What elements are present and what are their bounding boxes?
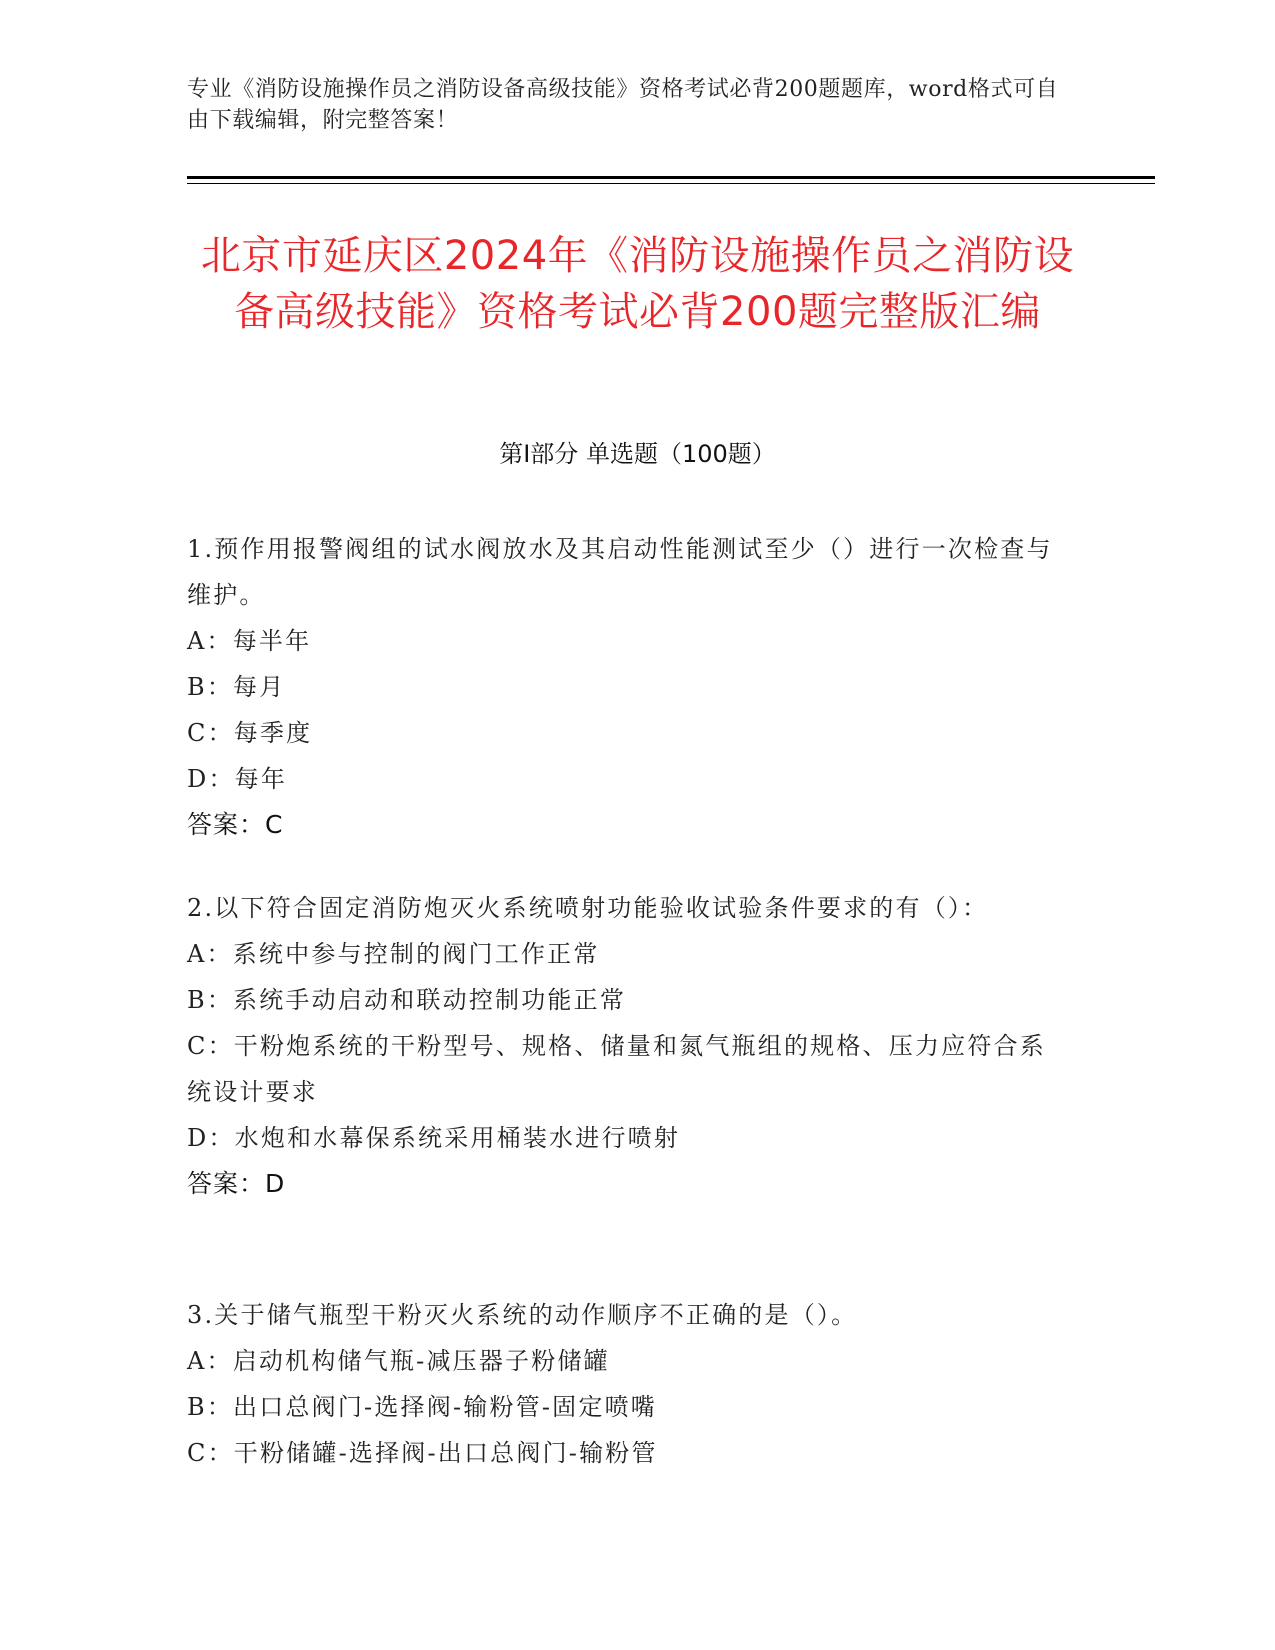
question-3: [187, 1292, 1067, 1476]
option-a: A：系统中参与控制的阀门工作正常: [187, 940, 600, 968]
option-b: B：出口总阀门-选择阀-输粉管-固定喷嘴: [187, 1393, 657, 1421]
section-title: 第Ⅰ部分 单选题（100题）: [499, 440, 776, 468]
option-c: C：每季度: [187, 719, 313, 747]
option-c: C：干粉储罐-选择阀-出口总阀门-输粉管: [187, 1439, 658, 1467]
option-d: D：每年: [187, 765, 288, 793]
option-c: C：干粉炮系统的干粉型号、规格、储量和氮气瓶组的规格、压力应符合系统设计要求: [187, 1032, 1046, 1106]
question-stem: 1.预作用报警阀组的试水阀放水及其启动性能测试至少（）进行一次检查与维护。: [187, 535, 1053, 609]
question-stem: 3.关于储气瓶型干粉灭火系统的动作顺序不正确的是（）。: [187, 1301, 858, 1329]
option-a: A：启动机构储气瓶-减压器子粉储罐: [187, 1347, 610, 1375]
answer: 答案：D: [187, 1169, 286, 1198]
option-d: D：水炮和水幕保系统采用桶装水进行喷射: [187, 1124, 681, 1152]
question-stem: 2.以下符合固定消防炮灭火系统喷射功能验收试验条件要求的有（）：: [187, 894, 989, 922]
document-title: 北京市延庆区2024年《消防设施操作员之消防设备高级技能》资格考试必背200题完整版汇编: [200, 233, 1075, 335]
header-rule-thin: [187, 183, 1155, 184]
option-a: A：每半年: [187, 627, 312, 655]
option-b: B：系统手动启动和联动控制功能正常: [187, 986, 627, 1014]
question-1: [187, 526, 1067, 848]
header-note: 专业《消防设施操作员之消防设备高级技能》资格考试必背200题题库，word格式可自由下载编辑，附完整答案！: [187, 77, 1059, 133]
header-rule-thick: [187, 176, 1155, 179]
option-b: B：每月: [187, 673, 286, 701]
question-2: [187, 885, 1067, 1207]
answer: 答案：C: [187, 810, 284, 839]
